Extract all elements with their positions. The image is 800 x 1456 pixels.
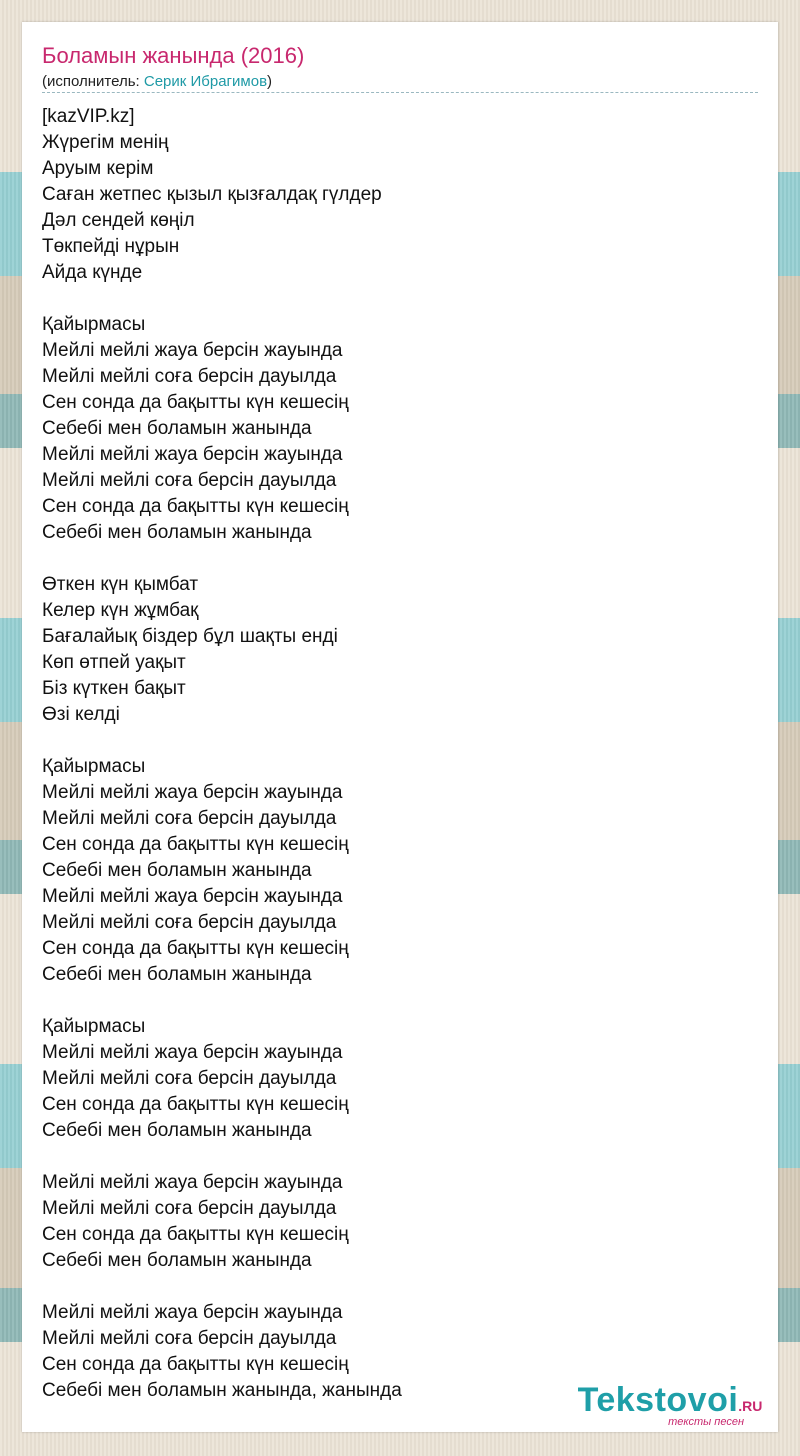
lyric-line: Қайырмасы: [42, 314, 146, 335]
logo-tagline: тексты песен: [668, 1416, 744, 1428]
lyric-line: Себебі мен боламын жанында: [42, 1120, 312, 1141]
lyric-line: Айда күнде: [42, 262, 143, 283]
lyrics-card: [22, 22, 778, 1432]
site-logo[interactable]: [570, 1383, 770, 1428]
lyric-line: Себебі мен боламын жанында: [42, 860, 312, 881]
lyric-line: Себебі мен боламын жанында: [42, 964, 312, 985]
lyric-line: Сен сонда да бақытты күн кешесің: [42, 938, 349, 959]
lyric-line: Мейлі мейлі соға берсін дауылда: [42, 912, 337, 933]
lyric-line: [kazVIP.kz]: [42, 106, 135, 127]
lyric-line: Мейлі мейлі жауа берсін жауында: [42, 1172, 343, 1193]
lyric-line: Сен сонда да бақытты күн кешесің: [42, 392, 349, 413]
lyric-line: Мейлі мейлі соға берсін дауылда: [42, 470, 337, 491]
lyric-line: Біз күткен бақыт: [42, 678, 186, 699]
lyric-line: Аруым керім: [42, 158, 154, 179]
lyric-line: Себебі мен боламын жанында: [42, 418, 312, 439]
performer-line: [42, 73, 272, 91]
lyrics-body: [42, 104, 752, 1404]
lyric-line: Жүрегім менің: [42, 132, 169, 153]
performer-suffix: ): [267, 73, 273, 90]
lyric-line: Сен сонда да бақытты күн кешесің: [42, 1224, 349, 1245]
lyric-line: Мейлі мейлі жауа берсін жауында: [42, 1042, 343, 1063]
logo-wordmark: Tekstovoi: [577, 1381, 739, 1419]
lyric-line: Себебі мен боламын жанында, жанында: [42, 1380, 402, 1401]
lyric-blank-line: [42, 546, 752, 572]
lyric-line: Мейлі мейлі соға берсін дауылда: [42, 1198, 337, 1219]
lyric-line: Мейлі мейлі жауа берсін жауында: [42, 886, 343, 907]
lyric-line: Мейлі мейлі жауа берсін жауында: [42, 444, 343, 465]
logo-domain: .RU: [738, 1398, 763, 1414]
lyric-line: Сен сонда да бақытты күн кешесің: [42, 496, 349, 517]
lyric-blank-line: [42, 286, 752, 312]
lyric-line: Мейлі мейлі соға берсін дауылда: [42, 366, 337, 387]
lyric-line: Келер күн жұмбақ: [42, 600, 199, 621]
lyric-blank-line: [42, 728, 752, 754]
lyric-line: Сен сонда да бақытты күн кешесің: [42, 1354, 349, 1375]
title-divider: [42, 92, 758, 93]
lyric-line: Көп өтпей уақыт: [42, 652, 186, 673]
lyric-line: Сен сонда да бақытты күн кешесің: [42, 834, 349, 855]
lyric-line: Мейлі мейлі жауа берсін жауында: [42, 782, 343, 803]
lyric-line: Төкпейді нұрын: [42, 236, 180, 257]
lyric-line: Дәл сендей көңіл: [42, 210, 195, 231]
song-title: Боламын жанында (2016): [42, 43, 305, 68]
lyric-line: Қайырмасы: [42, 756, 146, 777]
lyric-line: Қайырмасы: [42, 1016, 146, 1037]
lyric-line: Саған жетпес қызыл қызғалдақ гүлдер: [42, 184, 382, 205]
lyric-line: Мейлі мейлі жауа берсін жауында: [42, 340, 343, 361]
lyric-line: Бағалайық біздер бұл шақты енді: [42, 626, 338, 647]
lyric-line: Себебі мен боламын жанында: [42, 522, 312, 543]
performer-link[interactable]: Серик Ибрагимов: [143, 73, 268, 90]
lyric-line: Өткен күн қымбат: [42, 574, 199, 595]
lyric-line: Мейлі мейлі соға берсін дауылда: [42, 1068, 337, 1089]
lyric-blank-line: [42, 1144, 752, 1170]
lyric-blank-line: [42, 988, 752, 1014]
lyric-line: Мейлі мейлі соға берсін дауылда: [42, 808, 337, 829]
lyric-line: Мейлі мейлі соға берсін дауылда: [42, 1328, 337, 1349]
lyric-line: Сен сонда да бақытты күн кешесің: [42, 1094, 349, 1115]
lyric-blank-line: [42, 1274, 752, 1300]
performer-prefix: (исполнитель:: [42, 73, 144, 90]
lyric-line: Себебі мен боламын жанында: [42, 1250, 312, 1271]
lyric-line: Мейлі мейлі жауа берсін жауында: [42, 1302, 343, 1323]
lyric-line: Өзі келді: [42, 704, 120, 725]
